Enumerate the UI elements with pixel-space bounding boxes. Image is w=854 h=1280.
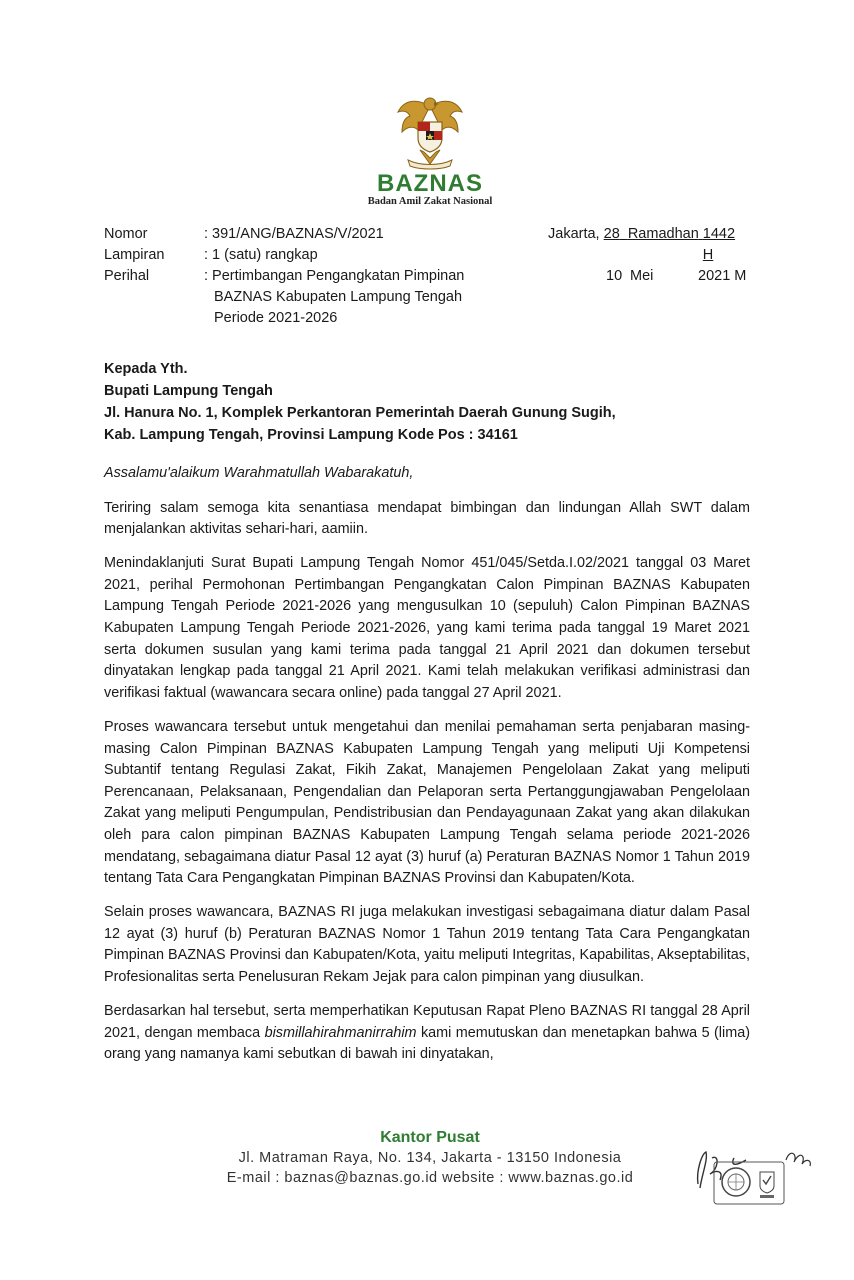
hijri-date bbox=[548, 224, 748, 266]
paragraph-1: Teriring salam semoga kita senantiasa mendapat bimbingan dan lindungan Allah SWT dalam menjalankan aktivitas sehari-hari, aamiin. bbox=[104, 499, 750, 538]
paragraph-2: Menindaklanjuti Surat Bupati Lampung Tengah Nomor 451/045/Setda.I.02/2021 tanggal 03 Maret 2021, perihal Permohonan Pertimbangan Pengangkatan Calon Pimpinan BAZNAS Kabupaten Lampung Tengah Periode 2021-2026 yang mengusulkan 10 (sepuluh) Calon Pimpinan BAZNAS Kabupaten Lampung Tengah Periode 2021-2026, yang kami terima pada tanggal 19 Maret 2021 serta dokumen susulan yang kami terima pada tanggal 21 April 2021 dan dokumen tersebut dinyatakan lengkap pada tanggal 21 April 2021. Kami telah melakukan verifikasi administrasi dan verifikasi faktual (wawancara secara online) pada tanggal 27 April 2021. bbox=[104, 555, 750, 701]
footer bbox=[190, 1128, 670, 1188]
perihal-label: Perihal bbox=[104, 268, 150, 284]
hijri-month: Ramadhan bbox=[627, 226, 699, 242]
garuda-emblem-icon bbox=[394, 92, 466, 170]
lampiran-value: : 1 (satu) rangkap bbox=[204, 247, 318, 263]
signature-and-iso-seal-icon bbox=[690, 1140, 820, 1206]
letter-date bbox=[548, 224, 748, 287]
greeting: Assalamu'alaikum Warahmatullah Wabarakatuh, bbox=[104, 465, 414, 481]
recipient-address-2: Kab. Lampung Tengah, Provinsi Lampung Kode Pos : 34161 bbox=[104, 427, 518, 443]
paragraph-5-italic: bismillahirahmanirrahim bbox=[264, 1024, 417, 1041]
brand-subtitle: Badan Amil Zakat Nasional bbox=[367, 196, 493, 207]
nomor-value: : 391/ANG/BAZNAS/V/2021 bbox=[204, 226, 384, 242]
hijri-year: 1442 H bbox=[702, 226, 736, 263]
gregorian-year: 2021 M bbox=[698, 268, 747, 284]
lampiran-row bbox=[104, 245, 474, 266]
letter-meta bbox=[104, 224, 474, 329]
nomor-label: Nomor bbox=[104, 226, 148, 242]
brand-name: BAZNAS bbox=[377, 170, 483, 197]
perihal-value: : Pertimbangan Pengangkatan Pimpinan bbox=[204, 268, 465, 284]
recipient-address-1: Jl. Hanura No. 1, Komplek Perkantoran Pemerintah Daerah Gunung Sugih, bbox=[104, 405, 616, 421]
paragraph-5-start: Berdasarkan hal tersebut, serta memperhatikan Keputusan Rapat Pleno BAZNAS RI tanggal 28 April 2021, dengan membaca bbox=[104, 1003, 750, 1041]
nomor-row bbox=[104, 224, 474, 245]
footer-contact: E-mail : baznas@baznas.go.id website : www.baznas.go.id bbox=[226, 1170, 634, 1186]
paragraph-4: Selain proses wawancara, BAZNAS RI juga melakukan investigasi sebagaimana diatur dalam Pasal 12 ayat (3) huruf (b) Peraturan BAZNAS Nomor 1 Tahun 2019 tentang Tata Cara Pengangkatan Pimpinan BAZNAS Provinsi dan Kabupaten/Kota, yaitu meliputi Integritas, Kapabilitas, Akseptabilitas, Profesionalitas serta Penelusuran Rekam Jejak para calon pimpinan yang diusulkan. bbox=[104, 904, 750, 985]
date-city: Jakarta, bbox=[548, 226, 600, 242]
gregorian-month: Mei bbox=[630, 268, 654, 284]
paragraph-5 bbox=[104, 1001, 750, 1066]
recipient-salutation: Kepada Yth. bbox=[104, 361, 188, 377]
footer-title: Kantor Pusat bbox=[380, 1129, 480, 1146]
recipient-name: Bupati Lampung Tengah bbox=[104, 383, 273, 399]
gregorian-day: 10 bbox=[606, 268, 623, 284]
baznas-logo bbox=[360, 92, 500, 208]
gregorian-date bbox=[548, 266, 748, 287]
perihal-line-2: BAZNAS Kabupaten Lampung Tengah bbox=[214, 289, 463, 305]
lampiran-label: Lampiran bbox=[104, 247, 165, 263]
letter-body bbox=[104, 463, 750, 1078]
perihal-line-3: Periode 2021-2026 bbox=[214, 310, 338, 326]
perihal-row bbox=[104, 266, 474, 287]
hijri-day: 28 bbox=[603, 226, 620, 242]
footer-address: Jl. Matraman Raya, No. 134, Jakarta - 13150 Indonesia bbox=[238, 1150, 622, 1166]
paragraph-3: Proses wawancara tersebut untuk mengetahui dan menilai pemahaman serta penjabaran masing-masing Calon Pimpinan BAZNAS Kabupaten Lampung Tengah yang meliputi Uji Kompetensi Subtantif tentang Regulasi Zakat, Fikih Zakat, Manajemen Pengelolaan Zakat yang meliputi Perencanaan, Pelaksanaan, Pengendalian dan Pelaporan serta Pertanggungjawaban Pengelolaan Zakat yang meliputi Pengumpulan, Pendistribusian dan Pendayagunaan Zakat yang akan dilakukan oleh para calon pimpinan BAZNAS Kabupaten Lampung Tengah selama periode 2021-2026 mendatang, sebagaimana diatur Pasal 12 ayat (3) huruf (a) Peraturan BAZNAS Nomor 1 Tahun 2019 tentang Tata Cara Pengangkatan Pimpinan BAZNAS Provinsi dan Kabupaten/Kota. bbox=[104, 718, 750, 887]
paragraph-5-end: kami memutuskan dan menetapkan bahwa 5 (lima) orang yang namanya kami sebutkan di bawah ini dinyatakan, bbox=[104, 1024, 750, 1063]
recipient-block bbox=[104, 358, 764, 446]
